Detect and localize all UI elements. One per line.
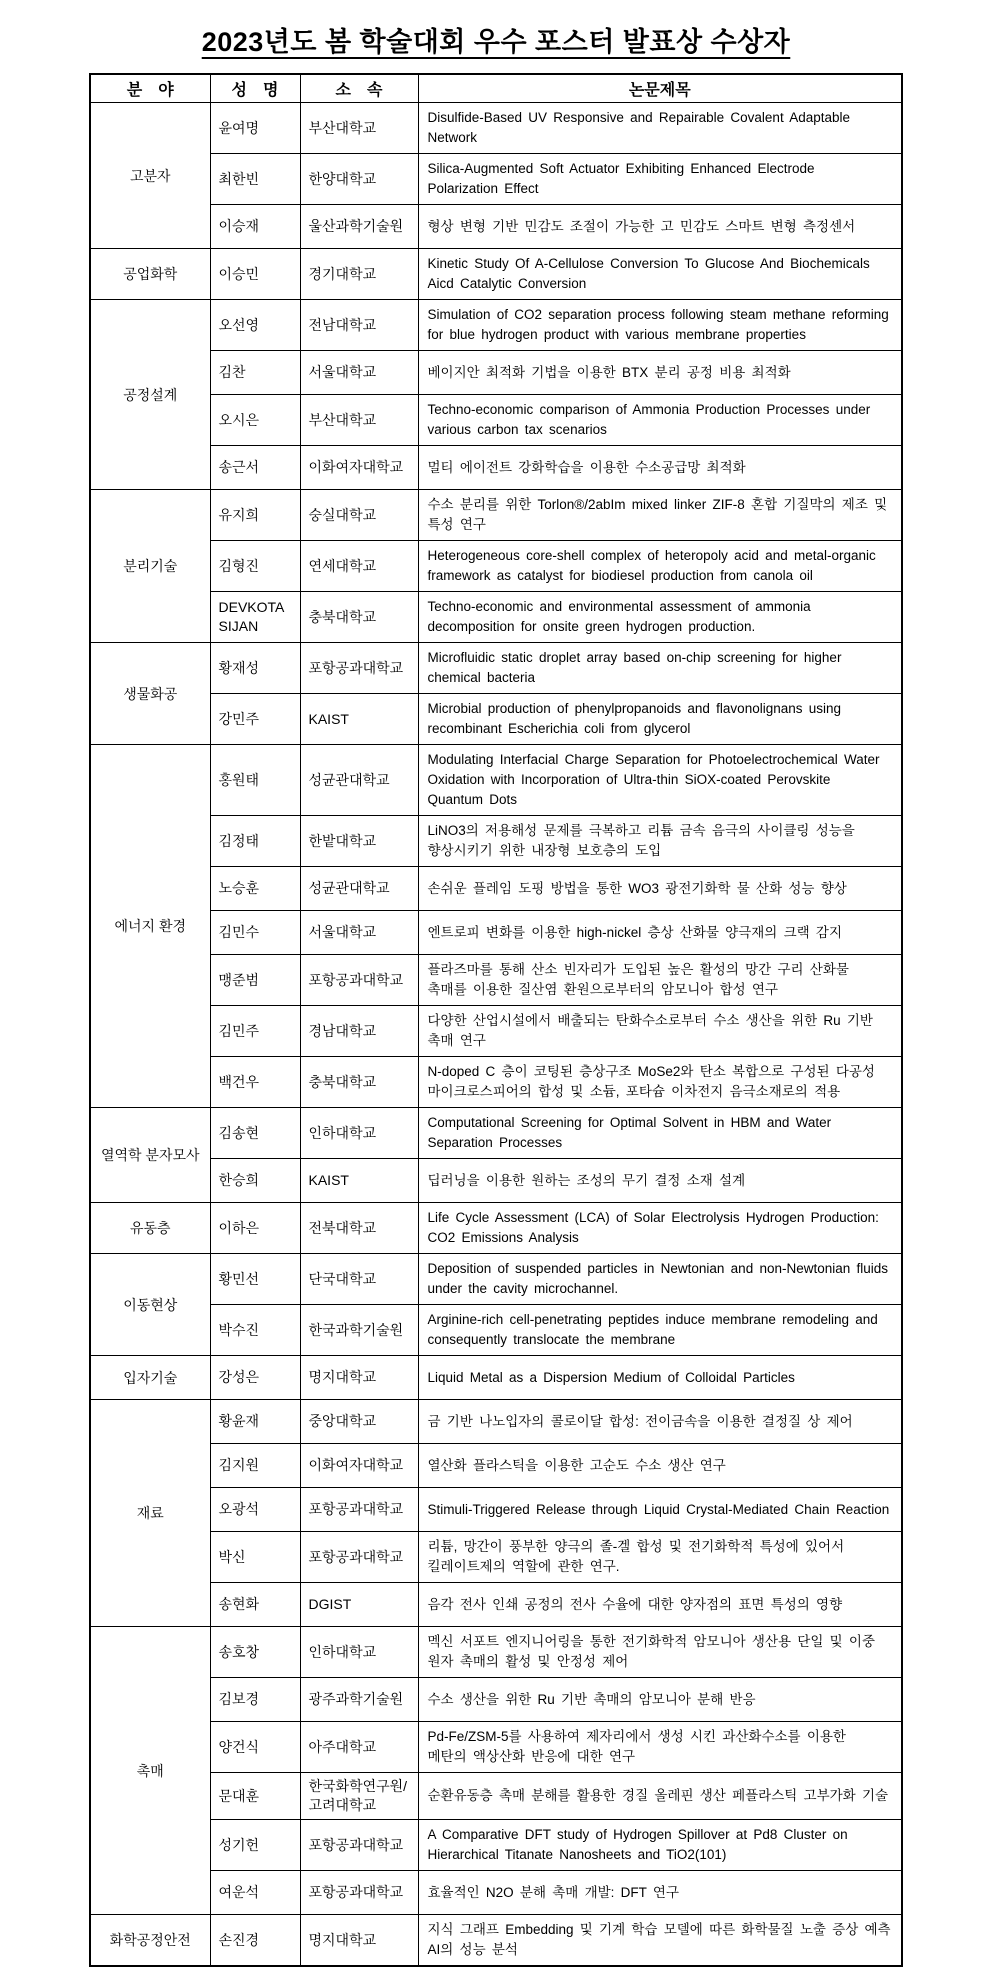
field-cell: 유동층 [90, 1203, 210, 1254]
table-row [90, 1488, 902, 1532]
table-row [90, 1532, 902, 1583]
affiliation-cell: 경남대학교 [300, 1006, 418, 1057]
affiliation-cell: DGIST [300, 1583, 418, 1627]
table-row [90, 154, 902, 205]
table-row [90, 446, 902, 490]
table-row [90, 816, 902, 867]
table-row [90, 745, 902, 816]
name-cell: 김지원 [210, 1444, 300, 1488]
paper-title-cell: 지식 그래프 Embedding 및 기계 학습 모델에 따른 화학물질 노출 증상 예측 AI의 성능 분석 [418, 1915, 902, 1967]
paper-title-cell: Microfluidic static droplet array based on-chip screening for higher chemical bacteria [418, 643, 902, 694]
paper-title-cell: 엔트로피 변화를 이용한 high-nickel 층상 산화물 양극재의 크랙 감지 [418, 911, 902, 955]
field-cell: 화학공정안전 [90, 1915, 210, 1967]
field-cell: 생물화공 [90, 643, 210, 745]
field-cell: 재료 [90, 1400, 210, 1627]
name-cell: 김보경 [210, 1678, 300, 1722]
name-cell: 여운석 [210, 1871, 300, 1915]
name-cell: 오시은 [210, 395, 300, 446]
table-row [90, 911, 902, 955]
table-row [90, 1254, 902, 1305]
paper-title-cell: Life Cycle Assessment (LCA) of Solar Electrolysis Hydrogen Production: CO2 Emissions Analysis [418, 1203, 902, 1254]
affiliation-cell: 포항공과대학교 [300, 1871, 418, 1915]
awards-table [89, 73, 903, 1967]
col-header-name: 성 명 [210, 74, 300, 103]
name-cell: 김정태 [210, 816, 300, 867]
paper-title-cell: 순환유동층 촉매 분해를 활용한 경질 올레핀 생산 페플라스틱 고부가화 기술 [418, 1773, 902, 1820]
paper-title-cell: Microbial production of phenylpropanoids and flavonolignans using recombinant Escherichia coli from glycerol [418, 694, 902, 745]
table-row [90, 103, 902, 154]
name-cell: 강민주 [210, 694, 300, 745]
table-row [90, 1915, 902, 1967]
affiliation-cell: 숭실대학교 [300, 490, 418, 541]
affiliation-cell: 포항공과대학교 [300, 1532, 418, 1583]
paper-title-cell: 형상 변형 기반 민감도 조절이 가능한 고 민감도 스마트 변형 측정센서 [418, 205, 902, 249]
field-cell: 공업화학 [90, 249, 210, 300]
affiliation-cell: 서울대학교 [300, 351, 418, 395]
col-header-paper-title: 논문제목 [418, 74, 902, 103]
name-cell: 박수진 [210, 1305, 300, 1356]
name-cell: 손진경 [210, 1915, 300, 1967]
name-cell: 김민수 [210, 911, 300, 955]
table-row [90, 1722, 902, 1773]
name-cell: 황윤재 [210, 1400, 300, 1444]
affiliation-cell: 명지대학교 [300, 1356, 418, 1400]
table-row [90, 1678, 902, 1722]
paper-title-cell: 열산화 플라스틱을 이용한 고순도 수소 생산 연구 [418, 1444, 902, 1488]
table-row [90, 1444, 902, 1488]
affiliation-cell: 전북대학교 [300, 1203, 418, 1254]
table-row [90, 1583, 902, 1627]
name-cell: 양건식 [210, 1722, 300, 1773]
affiliation-cell: 전남대학교 [300, 300, 418, 351]
affiliation-cell: 한밭대학교 [300, 816, 418, 867]
paper-title-cell: Simulation of CO2 separation process following steam methane reforming for blue hydrogen product with various membrane properties [418, 300, 902, 351]
table-row [90, 1820, 902, 1871]
paper-title-cell: Techno-economic comparison of Ammonia Production Processes under various carbon tax scenarios [418, 395, 902, 446]
affiliation-cell: 충북대학교 [300, 1057, 418, 1108]
paper-title-cell: Heterogeneous core-shell complex of heteropoly acid and metal-organic framework as catalyst for biodiesel production from canola oil [418, 541, 902, 592]
affiliation-cell: KAIST [300, 694, 418, 745]
table-row [90, 351, 902, 395]
paper-title-cell: 효율적인 N2O 분해 촉매 개발: DFT 연구 [418, 1871, 902, 1915]
name-cell: 박신 [210, 1532, 300, 1583]
name-cell: 성기헌 [210, 1820, 300, 1871]
name-cell: 황민선 [210, 1254, 300, 1305]
paper-title-cell: 다양한 산업시설에서 배출되는 탄화수소로부터 수소 생산을 위한 Ru 기반 촉매 연구 [418, 1006, 902, 1057]
name-cell: 오광석 [210, 1488, 300, 1532]
paper-title-cell: 금 기반 나노입자의 콜로이달 합성: 전이금속을 이용한 결정질 상 제어 [418, 1400, 902, 1444]
name-cell: 김민주 [210, 1006, 300, 1057]
field-cell: 에너지 환경 [90, 745, 210, 1108]
name-cell: 송현화 [210, 1583, 300, 1627]
affiliation-cell: 인하대학교 [300, 1627, 418, 1678]
paper-title-cell: 멕신 서포트 엔지니어링을 통한 전기화학적 암모니아 생산용 단일 및 이중 원자 촉매의 활성 및 안정성 제어 [418, 1627, 902, 1678]
field-cell: 공정설계 [90, 300, 210, 490]
affiliation-cell: 서울대학교 [300, 911, 418, 955]
table-row [90, 1203, 902, 1254]
affiliation-cell: 울산과학기술원 [300, 205, 418, 249]
name-cell: 백건우 [210, 1057, 300, 1108]
paper-title-cell: 멀티 에이전트 강화학습을 이용한 수소공급망 최적화 [418, 446, 902, 490]
affiliation-cell: 광주과학기술원 [300, 1678, 418, 1722]
paper-title-cell: Deposition of suspended particles in Newtonian and non-Newtonian fluids under the cavity microchannel. [418, 1254, 902, 1305]
paper-title-cell: A Comparative DFT study of Hydrogen Spillover at Pd8 Cluster on Hierarchical Titanate Nanosheets and TiO2(101) [418, 1820, 902, 1871]
affiliation-cell: 한국화학연구원/고려대학교 [300, 1773, 418, 1820]
name-cell: 유지희 [210, 490, 300, 541]
affiliation-cell: 성균관대학교 [300, 745, 418, 816]
name-cell: 한승희 [210, 1159, 300, 1203]
name-cell: 이승재 [210, 205, 300, 249]
affiliation-cell: 포항공과대학교 [300, 1820, 418, 1871]
affiliation-cell: 중앙대학교 [300, 1400, 418, 1444]
name-cell: 문대훈 [210, 1773, 300, 1820]
table-row [90, 1627, 902, 1678]
table-row [90, 643, 902, 694]
affiliation-cell: 단국대학교 [300, 1254, 418, 1305]
paper-title-cell: Disulfide-Based UV Responsive and Repairable Covalent Adaptable Network [418, 103, 902, 154]
table-row [90, 1108, 902, 1159]
name-cell: 강성은 [210, 1356, 300, 1400]
name-cell: DEVKOTA SIJAN [210, 592, 300, 643]
name-cell: 이승민 [210, 249, 300, 300]
name-cell: 오선영 [210, 300, 300, 351]
table-row [90, 1871, 902, 1915]
paper-title-cell: 베이지안 최적화 기법을 이용한 BTX 분리 공정 비용 최적화 [418, 351, 902, 395]
field-cell: 촉매 [90, 1627, 210, 1915]
paper-title-cell: Stimuli-Triggered Release through Liquid Crystal-Mediated Chain Reaction [418, 1488, 902, 1532]
name-cell: 송호창 [210, 1627, 300, 1678]
affiliation-cell: 한국과학기술원 [300, 1305, 418, 1356]
name-cell: 홍원태 [210, 745, 300, 816]
paper-title-cell: Liquid Metal as a Dispersion Medium of Colloidal Particles [418, 1356, 902, 1400]
affiliation-cell: 부산대학교 [300, 395, 418, 446]
name-cell: 윤여명 [210, 103, 300, 154]
table-row [90, 955, 902, 1006]
header-row [90, 74, 902, 103]
table-row [90, 1356, 902, 1400]
affiliation-cell: 이화여자대학교 [300, 446, 418, 490]
affiliation-cell: 경기대학교 [300, 249, 418, 300]
name-cell: 김찬 [210, 351, 300, 395]
paper-title-cell: 음각 전사 인쇄 공정의 전사 수율에 대한 양자점의 표면 특성의 영향 [418, 1583, 902, 1627]
table-row [90, 300, 902, 351]
paper-title-cell: N-doped C 층이 코팅된 층상구조 MoSe2와 탄소 복합으로 구성된 다공성 마이크로스피어의 합성 및 소듐, 포타슘 이차전지 음극소재로의 적용 [418, 1057, 902, 1108]
affiliation-cell: 연세대학교 [300, 541, 418, 592]
affiliation-cell: 한양대학교 [300, 154, 418, 205]
name-cell: 최한빈 [210, 154, 300, 205]
paper-title-cell: 플라즈마를 통해 산소 빈자리가 도입된 높은 활성의 망간 구리 산화물 촉매를 이용한 질산염 환원으로부터의 암모니아 합성 연구 [418, 955, 902, 1006]
name-cell: 송근서 [210, 446, 300, 490]
table-row [90, 249, 902, 300]
affiliation-cell: 인하대학교 [300, 1108, 418, 1159]
paper-title-cell: 딥러닝을 이용한 원하는 조성의 무기 결정 소재 설계 [418, 1159, 902, 1203]
table-row [90, 1159, 902, 1203]
table-header [90, 74, 902, 103]
table-row [90, 694, 902, 745]
paper-title-cell: Computational Screening for Optimal Solvent in HBM and Water Separation Processes [418, 1108, 902, 1159]
table-row [90, 1305, 902, 1356]
paper-title-cell: Pd-Fe/ZSM-5를 사용하여 제자리에서 생성 시킨 과산화수소를 이용한 메탄의 액상산화 반응에 대한 연구 [418, 1722, 902, 1773]
paper-title-cell: 수소 생산을 위한 Ru 기반 촉매의 암모니아 분해 반응 [418, 1678, 902, 1722]
table-row [90, 1006, 902, 1057]
paper-title-cell: Techno-economic and environmental assessment of ammonia decomposition for onsite green hydrogen production. [418, 592, 902, 643]
affiliation-cell: 명지대학교 [300, 1915, 418, 1967]
affiliation-cell: 부산대학교 [300, 103, 418, 154]
affiliation-cell: 충북대학교 [300, 592, 418, 643]
name-cell: 김송현 [210, 1108, 300, 1159]
table-row [90, 592, 902, 643]
paper-title-cell: LiNO3의 저용해성 문제를 극복하고 리튬 금속 음극의 사이클링 성능을 향상시키기 위한 내장형 보호층의 도입 [418, 816, 902, 867]
affiliation-cell: 포항공과대학교 [300, 643, 418, 694]
paper-title-cell: 수소 분리를 위한 Torlon®/2abIm mixed linker ZIF-8 혼합 기질막의 제조 및 특성 연구 [418, 490, 902, 541]
affiliation-cell: 이화여자대학교 [300, 1444, 418, 1488]
affiliation-cell: 포항공과대학교 [300, 1488, 418, 1532]
table-row [90, 395, 902, 446]
name-cell: 맹준범 [210, 955, 300, 1006]
table-row [90, 205, 902, 249]
col-header-field: 분 야 [90, 74, 210, 103]
field-cell: 열역학 분자모사 [90, 1108, 210, 1203]
field-cell: 이동현상 [90, 1254, 210, 1356]
paper-title-cell: Kinetic Study Of A-Cellulose Conversion To Glucose And Biochemicals Aicd Catalytic Conversion [418, 249, 902, 300]
field-cell: 고분자 [90, 103, 210, 249]
affiliation-cell: 포항공과대학교 [300, 955, 418, 1006]
paper-title-cell: Modulating Interfacial Charge Separation for Photoelectrochemical Water Oxidation with Incorporation of Ultra-thin SiOX-coated Perovskite Quantum Dots [418, 745, 902, 816]
name-cell: 이하은 [210, 1203, 300, 1254]
paper-title-cell: 리튬, 망간이 풍부한 양극의 졸-겔 합성 및 전기화학적 특성에 있어서 킬레이트제의 역할에 관한 연구. [418, 1532, 902, 1583]
table-row [90, 1057, 902, 1108]
affiliation-cell: 성균관대학교 [300, 867, 418, 911]
col-header-affiliation: 소 속 [300, 74, 418, 103]
name-cell: 김형진 [210, 541, 300, 592]
table-row [90, 541, 902, 592]
table-row [90, 1400, 902, 1444]
name-cell: 노승훈 [210, 867, 300, 911]
table-row [90, 867, 902, 911]
field-cell: 분리기술 [90, 490, 210, 643]
paper-title-cell: Silica-Augmented Soft Actuator Exhibiting Enhanced Electrode Polarization Effect [418, 154, 902, 205]
affiliation-cell: KAIST [300, 1159, 418, 1203]
affiliation-cell: 아주대학교 [300, 1722, 418, 1773]
paper-title-cell: Arginine-rich cell-penetrating peptides induce membrane remodeling and consequently translocate the membrane [418, 1305, 902, 1356]
paper-title-cell: 손쉬운 플레임 도핑 방법을 통한 WO3 광전기화학 물 산화 성능 향상 [418, 867, 902, 911]
field-cell: 입자기술 [90, 1356, 210, 1400]
table-row [90, 490, 902, 541]
page-title: 2023년도 봄 학술대회 우수 포스터 발표상 수상자 [201, 27, 791, 57]
table-body [90, 103, 902, 1967]
table-row [90, 1773, 902, 1820]
name-cell: 황재성 [210, 643, 300, 694]
